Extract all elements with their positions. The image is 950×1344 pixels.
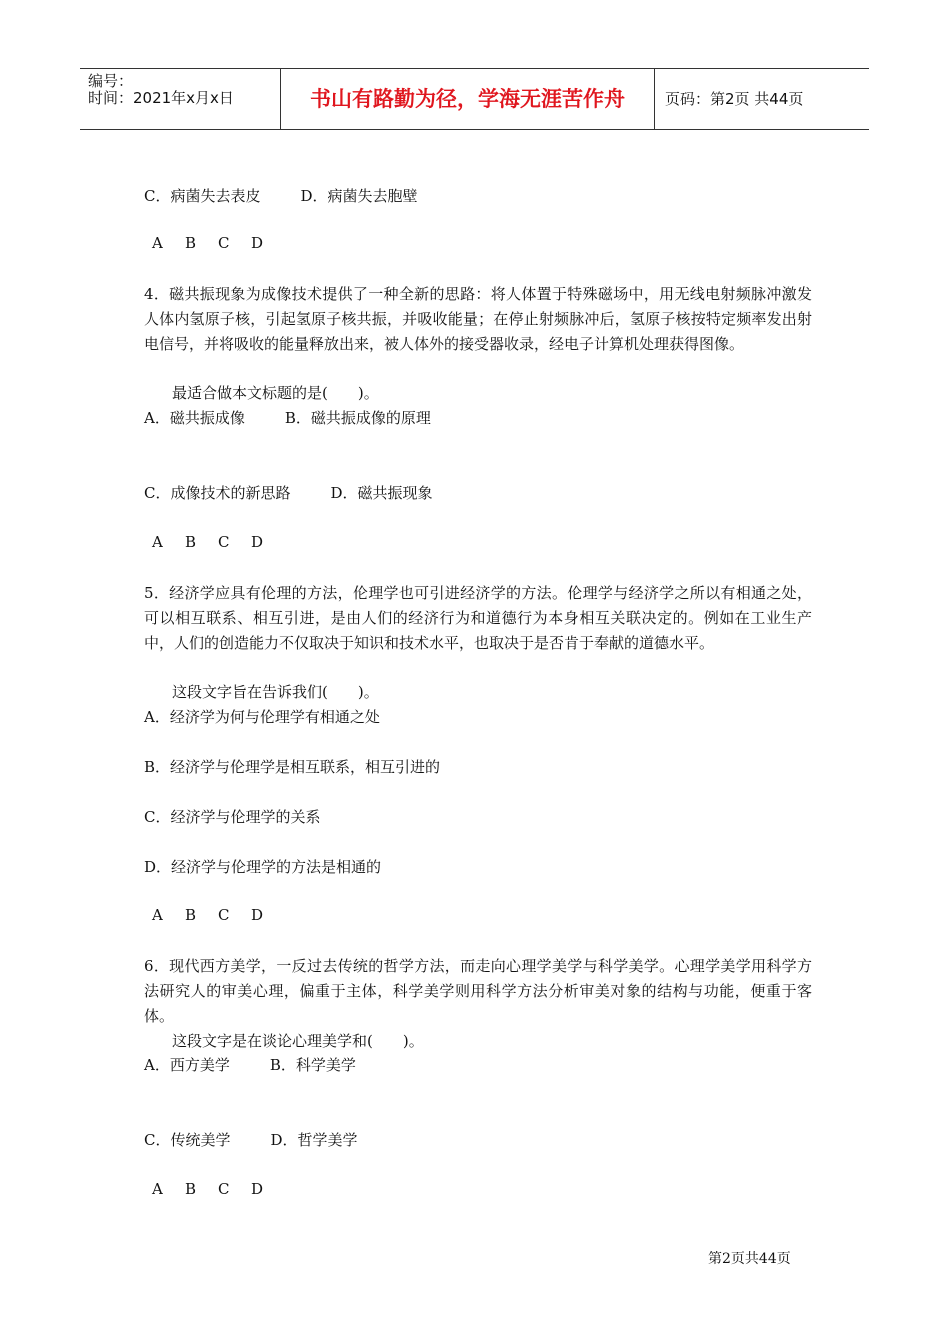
q4-option-a: A．磁共振成像 [144,409,245,427]
footer-page-label: 第2页共44页 [708,1251,791,1267]
q5-option-d: D．经济学与伦理学的方法是相通的 [144,858,382,876]
q4-answer-choices [152,533,284,551]
choice-a[interactable]: A [152,234,163,252]
q5-answer-choices [152,906,284,924]
q5-question: 这段文字旨在告诉我们( )。 [172,683,379,701]
q4-passage: 4．磁共振现象为成像技术提供了一种全新的思路：将人体置于特殊磁场中，用无线电射频脉冲激发人体内氢原子核，引起氢原子核共振，并吸收能量；在停止射频脉冲后，氢原子核按特定频率发出射电信号，并将吸收的能量释放出来，被人体外的接受器收录，经电子计算机处理获得图像。 [144,285,812,353]
q6-options-ab [144,1053,356,1077]
choice-b[interactable]: B [185,234,197,252]
choice-d[interactable]: D [251,906,264,924]
q4-option-c: C．成像技术的新思路 [144,484,291,502]
q3-options-cd [144,184,418,208]
choice-a[interactable]: A [152,533,163,551]
time-label: 时间：2021年x月x日 [88,89,234,107]
q5-passage: 5．经济学应具有伦理的方法，伦理学也可引进经济学的方法。伦理学与经济学之所以有相通之处，可以相互联系、相互引进，是由人们的经济行为和道德行为本身相互关联决定的。例如在工业生产中，人们的创造能力不仅取决于知识和技术水平，也取决于是否肯于奉献的道德水平。 [144,584,812,652]
q4-options-cd [144,481,433,505]
choice-a[interactable]: A [152,906,163,924]
q6-answer-choices [152,1180,284,1198]
q4-option-b: B．磁共振成像的原理 [284,409,431,427]
header-page-label: 页码：第2页 共44页 [665,90,804,108]
choice-a[interactable]: A [152,1180,163,1198]
choice-c[interactable]: C [218,533,230,551]
choice-c[interactable]: C [218,234,230,252]
q6-option-c: C．传统美学 [144,1131,231,1149]
q4-question: 最适合做本文标题的是( )。 [172,384,379,402]
q4-options-ab [144,406,431,430]
q5-option-b: B．经济学与伦理学是相互联系，相互引进的 [144,758,441,776]
choice-b[interactable]: B [185,906,197,924]
q3-option-d: D．病菌失去胞壁 [300,187,418,205]
q3-option-c: C．病菌失去表皮 [144,187,261,205]
q5-option-a: A．经济学为何与伦理学有相通之处 [144,708,380,726]
choice-d[interactable]: D [251,1180,264,1198]
q6-option-a: A．西方美学 [144,1056,230,1074]
choice-c[interactable]: C [218,1180,230,1198]
q6-passage: 6．现代西方美学，一反过去传统的哲学方法，而走向心理学美学与科学美学。心理学美学用科学方法研究人的审美心理，偏重于主体，科学美学则用科学方法分析审美对象的结构与功能，便重于客体。 [144,957,812,1025]
q6-question: 这段文字是在谈论心理美学和( )。 [172,1032,424,1050]
page-header [80,68,869,130]
q6-option-b: B．科学美学 [269,1056,356,1074]
choice-b[interactable]: B [185,1180,197,1198]
q6-option-d: D．哲学美学 [270,1131,358,1149]
choice-b[interactable]: B [185,533,197,551]
choice-c[interactable]: C [218,906,230,924]
choice-d[interactable]: D [251,533,264,551]
header-divider [654,69,655,129]
q4-option-d: D．磁共振现象 [330,484,433,502]
q6-options-cd [144,1128,358,1152]
choice-d[interactable]: D [251,234,264,252]
header-motto: 书山有路勤为径，学海无涯苦作舟 [310,87,625,111]
q5-option-c: C．经济学与伦理学的关系 [144,808,321,826]
number-label: 编号： [88,72,134,90]
q3-answer-choices [152,234,284,252]
header-info [88,69,280,129]
